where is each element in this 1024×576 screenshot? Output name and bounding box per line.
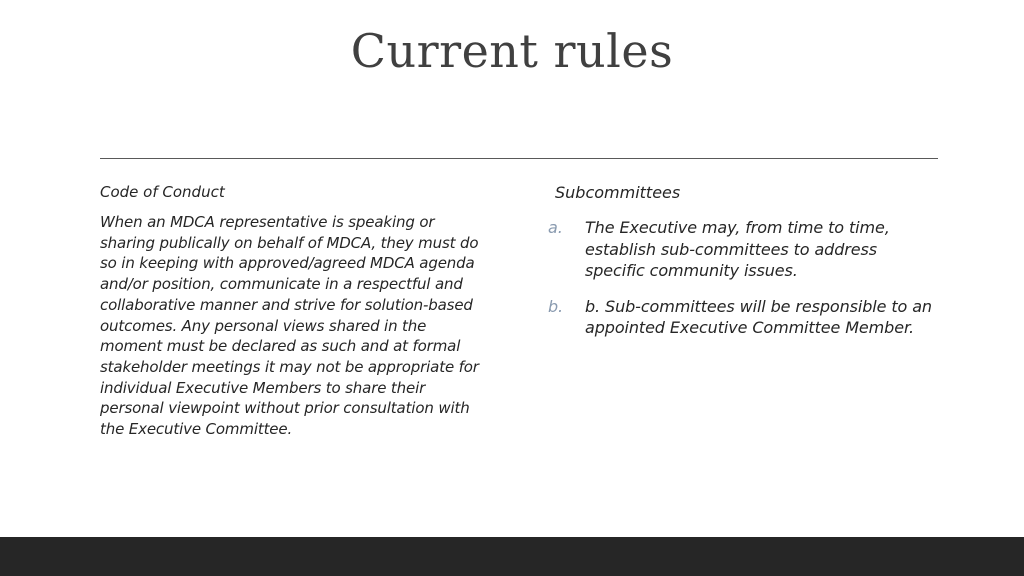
subcommittees-section (548, 182, 940, 353)
footer-bar (0, 537, 1024, 576)
subcommittees-list (548, 217, 940, 339)
list-marker: b. (548, 296, 564, 316)
list-item (548, 296, 940, 339)
subcommittees-heading: Subcommittees (555, 183, 681, 202)
title-divider (100, 158, 938, 159)
list-item-text: b. Sub-committees will be responsible to an appointed Executive Committee Member. (585, 296, 932, 337)
slide-title: Current rules (350, 24, 674, 78)
code-of-conduct-heading: Code of Conduct (100, 183, 225, 201)
code-of-conduct-section (100, 182, 485, 440)
list-marker: a. (548, 218, 563, 237)
list-item-text: The Executive may, from time to time, establish sub-committees to address specific community issues. (585, 218, 890, 280)
list-item (548, 217, 940, 282)
code-of-conduct-body: When an MDCA representative is speaking or sharing publically on behalf of MDCA, they must do so in keeping with approved/agreed MDCA agenda and/or position, communicate in a respectful and collaborative manner and strive for solution-based outcomes. Any personal views shared in the moment must be declared as such and at formal stakeholder meetings it may not be appropriate for individual Executive Members to share their personal viewpoint without prior consultation with the Executive Committee. (100, 213, 479, 439)
